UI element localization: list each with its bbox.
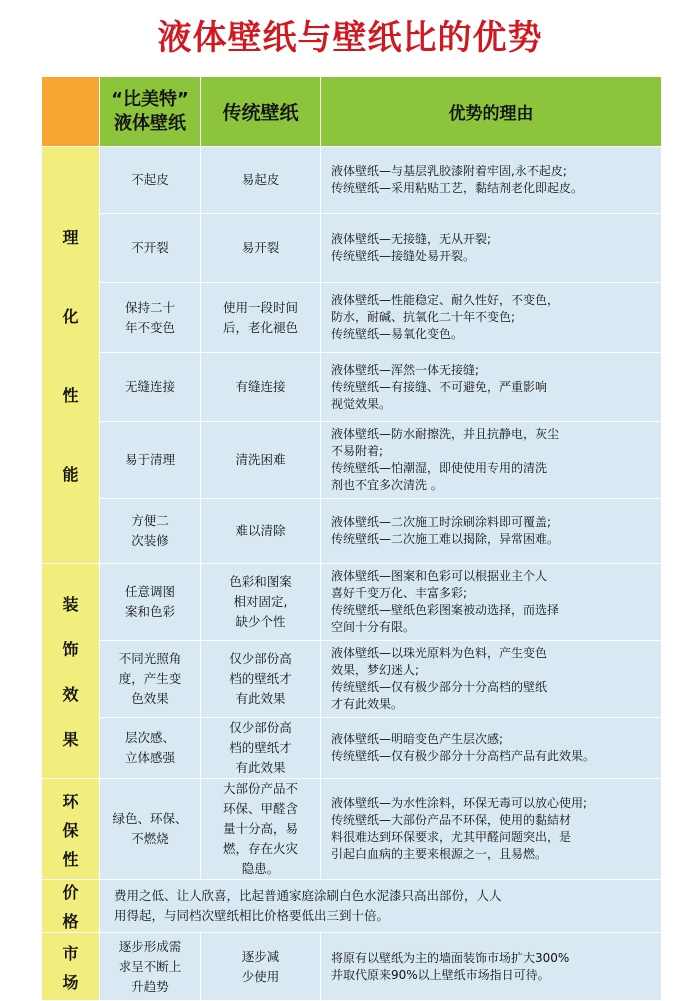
traditional-feature xyxy=(201,779,321,880)
liquid-feature-line: 度，产生变 xyxy=(118,671,182,686)
advantage-reason-line: 传统壁纸—易氧化变色。 xyxy=(331,327,464,341)
advantage-reason xyxy=(321,147,662,214)
advantage-reason-line: 空间十分有限。 xyxy=(331,620,416,634)
category-char: 市 xyxy=(62,943,79,963)
comparison-table xyxy=(41,76,662,1001)
table-row xyxy=(42,641,662,718)
liquid-feature-line: 案和色彩 xyxy=(124,604,175,619)
liquid-feature-line: 次装修 xyxy=(131,533,169,548)
table-row-market xyxy=(42,933,662,1001)
table-row xyxy=(42,214,662,283)
category-char: 化 xyxy=(62,307,79,326)
liquid-feature-line: 色效果 xyxy=(131,691,169,706)
table-row xyxy=(42,499,662,564)
traditional-feature xyxy=(201,718,321,779)
traditional-feature-line: 有此效果 xyxy=(235,691,286,706)
liquid-feature-line: 求呈不断上 xyxy=(118,958,182,974)
traditional-feature-line: 少使用 xyxy=(241,968,280,984)
traditional-feature-line: 后，老化褪色 xyxy=(222,319,298,335)
header-advantage-reason: 优势的理由 xyxy=(321,77,662,147)
liquid-feature xyxy=(100,283,201,353)
liquid-feature xyxy=(100,147,201,214)
advantage-reason xyxy=(321,718,662,779)
liquid-feature-line: 方便二 xyxy=(131,513,169,528)
liquid-feature-line: 任意调图 xyxy=(124,584,175,599)
advantage-reason-line: 传统壁纸—二次施工难以揭除，异常困难。 xyxy=(331,532,560,546)
table-row-price xyxy=(42,880,662,933)
traditional-feature-line: 大部份产品不 xyxy=(222,781,298,796)
traditional-feature-line: 相对固定, xyxy=(233,594,288,609)
liquid-feature xyxy=(100,718,201,779)
advantage-reason-line: 并取代原来90%以上壁纸市场指日可待。 xyxy=(331,967,550,982)
traditional-feature-line: 有此效果 xyxy=(235,760,286,775)
traditional-feature-line: 隐患。 xyxy=(241,861,280,876)
traditional-feature-line: 有缝连接 xyxy=(235,379,286,394)
price-text-line: 费用之低、让人欣喜，比起普通家庭涂刷白色水泥漆只高出部份，人人 xyxy=(114,888,502,903)
traditional-feature-line: 使用一段时间 xyxy=(222,299,298,315)
advantage-reason-line: 液体壁纸—性能稳定、耐久性好，不变色， xyxy=(331,293,560,307)
price-text-line: 用得起，与同档次壁纸相比价格要低出三到十倍。 xyxy=(114,908,390,923)
liquid-feature xyxy=(100,422,201,499)
advantage-reason-line: 传统壁纸—怕潮湿，即使使用专用的清洗 xyxy=(331,461,548,475)
advantage-reason-line: 传统壁纸—仅有极少部分十分高档的壁纸 xyxy=(331,680,548,694)
header-corner xyxy=(42,77,100,147)
liquid-feature-line: 不起皮 xyxy=(131,172,169,187)
advantage-reason-line: 料很难达到环保要求，尤其甲醛问题突出，是 xyxy=(331,830,572,844)
traditional-feature xyxy=(201,933,321,1001)
traditional-feature-line: 缺少个性 xyxy=(235,614,286,629)
liquid-feature xyxy=(100,214,201,283)
advantage-reason-line: 传统壁纸—采用粘贴工艺，黏结剂老化即起皮。 xyxy=(331,181,584,195)
traditional-feature xyxy=(201,214,321,283)
table-row xyxy=(42,353,662,422)
liquid-feature-line: 年不变色 xyxy=(124,319,175,335)
liquid-feature-line: 保持二十 xyxy=(124,299,175,315)
advantage-reason-line: 液体壁纸—与基层乳胶漆附着牢固,永不起皮; xyxy=(331,164,567,178)
liquid-feature xyxy=(100,641,201,718)
advantage-reason-line: 传统壁纸—大部份产品不环保，使用的黏結材 xyxy=(331,813,572,827)
category-char: 性 xyxy=(62,386,79,405)
category-char: 装 xyxy=(62,595,79,614)
liquid-feature-line: 立体感强 xyxy=(124,750,175,765)
liquid-feature xyxy=(100,499,201,564)
traditional-feature-line: 档的壁纸才 xyxy=(229,671,292,686)
category-char: 能 xyxy=(62,465,79,484)
traditional-feature-line: 档的壁纸才 xyxy=(229,740,292,755)
advantage-reason-line: 才有此效果。 xyxy=(331,697,404,711)
table-row xyxy=(42,779,662,880)
advantage-reason-line: 效果，梦幻迷人; xyxy=(331,663,420,677)
advantage-reason-line: 液体壁纸—以珠光原料为色料，产生变色 xyxy=(331,646,548,660)
advantage-reason xyxy=(321,422,662,499)
advantage-reason-line: 液体壁纸—浑然一体无接缝; xyxy=(331,362,480,377)
liquid-feature-line: 无缝连接 xyxy=(124,379,175,394)
category-char: 饰 xyxy=(62,640,79,659)
advantage-reason-line: 液体壁纸—无接缝，无从开裂; xyxy=(331,232,492,246)
traditional-feature xyxy=(201,353,321,422)
advantage-reason xyxy=(321,641,662,718)
liquid-feature-line: 易于清理 xyxy=(124,452,175,467)
category-decor xyxy=(42,564,100,779)
category-price xyxy=(42,880,100,933)
table-row xyxy=(42,283,662,353)
liquid-feature-line: 不燃烧 xyxy=(131,831,169,846)
traditional-feature xyxy=(201,422,321,499)
category-char: 理 xyxy=(62,228,79,247)
advantage-reason xyxy=(321,214,662,283)
advantage-reason-line: 液体壁纸—图案和色彩可以根据业主个人 xyxy=(331,569,548,583)
advantage-reason-line: 视觉效果。 xyxy=(331,396,392,411)
liquid-feature-line: 升趋势 xyxy=(131,978,169,994)
advantage-reason-line: 液体壁纸—明暗变色产生层次感; xyxy=(331,732,504,746)
traditional-feature-line: 量十分高，易 xyxy=(222,821,298,836)
advantage-reason-line: 传统壁纸—接缝处易开裂。 xyxy=(331,249,476,263)
traditional-feature-line: 环保、甲醛含 xyxy=(222,801,298,816)
traditional-feature xyxy=(201,283,321,353)
traditional-feature-line: 清洗困难 xyxy=(235,452,286,467)
advantage-reason xyxy=(321,933,662,1001)
category-market xyxy=(42,933,100,1001)
liquid-feature xyxy=(100,564,201,641)
traditional-feature-line: 色彩和图案 xyxy=(229,574,292,589)
advantage-reason-line: 喜好千变万化、丰富多彩; xyxy=(331,586,468,600)
category-char: 果 xyxy=(62,730,79,749)
traditional-feature-line: 难以清除 xyxy=(235,523,286,538)
traditional-feature-line: 易起皮 xyxy=(241,172,280,187)
category-char: 保 xyxy=(62,820,79,840)
liquid-feature-line: 逐步形成需 xyxy=(118,938,182,954)
advantage-reason-line: 液体壁纸—二次施工时涂刷涂料即可覆盖; xyxy=(331,515,552,529)
traditional-feature-line: 逐步减 xyxy=(241,948,280,964)
advantage-reason-line: 剂也不宜多次清洗 。 xyxy=(331,478,443,492)
category-physchem xyxy=(42,147,100,564)
header-liquid-wallpaper: “比美特” 液体壁纸 xyxy=(100,77,201,147)
header-traditional-wallpaper: 传统壁纸 xyxy=(201,77,321,147)
table-row xyxy=(42,147,662,214)
liquid-feature xyxy=(100,933,201,1001)
advantage-reason-line: 传统壁纸—有接缝、不可避免，严重影响 xyxy=(331,379,548,394)
traditional-feature-line: 仅少部份高 xyxy=(229,651,292,666)
category-env xyxy=(42,779,100,880)
liquid-feature-line: 绿色、环保、 xyxy=(112,811,188,826)
liquid-feature-line: 不开裂 xyxy=(131,240,169,255)
traditional-feature-line: 燃，存在火灾 xyxy=(222,841,298,856)
price-text xyxy=(100,880,662,933)
advantage-reason xyxy=(321,779,662,880)
advantage-reason-line: 传统壁纸—仅有极少部分十分高档产品有此效果。 xyxy=(331,749,596,763)
category-char: 格 xyxy=(62,912,79,931)
advantage-reason xyxy=(321,564,662,641)
advantage-reason xyxy=(321,353,662,422)
traditional-feature xyxy=(201,499,321,564)
liquid-feature-line: 层次感、 xyxy=(124,730,175,745)
advantage-reason-line: 将原有以壁纸为主的墙面装饰市场扩大300% xyxy=(331,950,570,965)
liquid-feature xyxy=(100,779,201,880)
advantage-reason-line: 传统壁纸—壁纸色彩图案被动选择，而选择 xyxy=(331,603,560,617)
traditional-feature xyxy=(201,641,321,718)
liquid-feature xyxy=(100,353,201,422)
category-char: 价 xyxy=(62,883,79,902)
table-row xyxy=(42,564,662,641)
table-row xyxy=(42,422,662,499)
table-row xyxy=(42,718,662,779)
traditional-feature xyxy=(201,147,321,214)
advantage-reason xyxy=(321,499,662,564)
category-char: 场 xyxy=(62,972,79,992)
category-char: 环 xyxy=(62,791,79,811)
category-char: 效 xyxy=(62,685,79,704)
advantage-reason-line: 液体壁纸—为水性涂料，环保无毒可以放心使用; xyxy=(331,796,588,810)
advantage-reason-line: 引起白血病的主要来根源之一，且易燃。 xyxy=(331,847,548,861)
traditional-feature xyxy=(201,564,321,641)
liquid-feature-line: 不同光照角 xyxy=(118,651,182,666)
category-char: 性 xyxy=(62,849,79,869)
page-title: 液体壁纸与壁纸比的优势 xyxy=(157,18,543,58)
advantage-reason xyxy=(321,283,662,353)
advantage-reason-line: 液体壁纸—防水耐擦洗，并且抗静电，灰尘 xyxy=(331,427,560,441)
traditional-feature-line: 仅少部份高 xyxy=(229,720,292,735)
advantage-reason-line: 防水，耐碱、抗氧化二十年不变色; xyxy=(331,310,516,324)
header-row xyxy=(42,77,662,147)
advantage-reason-line: 不易附着; xyxy=(331,444,384,458)
traditional-feature-line: 易开裂 xyxy=(241,240,280,255)
